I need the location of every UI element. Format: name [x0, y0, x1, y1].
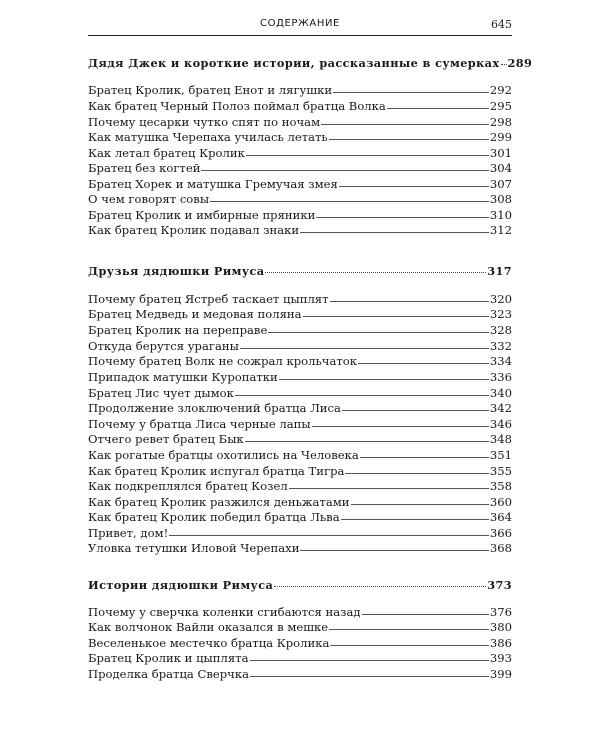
toc-entry [88, 526, 512, 541]
toc-entry [88, 161, 512, 176]
entry-title: Почему у братца Лиса черные лапы [88, 417, 311, 431]
entry-title: Братец без когтей [88, 161, 201, 175]
toc-entry [88, 432, 512, 447]
entry-page: 355 [489, 464, 512, 478]
leader-line [245, 440, 489, 442]
entry-page: 358 [489, 479, 512, 493]
entry-title: Проделка братца Сверчка [88, 667, 250, 681]
section-title: Друзья дядюшки Римуса [88, 264, 265, 278]
entry-page: 328 [489, 323, 512, 337]
entry-page: 360 [489, 495, 512, 509]
leader-line [235, 394, 489, 396]
toc-entry [88, 386, 512, 401]
toc-entry [88, 192, 512, 207]
header-rule [88, 35, 512, 36]
entry-title: Братец Кролик, братец Енот и лягушки [88, 83, 333, 97]
toc-entry [88, 510, 512, 525]
leader-line [289, 487, 489, 489]
entry-title: Братец Кролик и имбирные пряники [88, 208, 316, 222]
entry-page: 364 [489, 510, 512, 524]
leader-line [303, 315, 489, 317]
entry-page: 299 [489, 130, 512, 144]
entry-title: Отчего ревет братец Бык [88, 432, 244, 446]
toc-entry [88, 620, 512, 635]
entry-title: Братец Хорек и матушка Гремучая змея [88, 177, 338, 191]
toc-entry [88, 146, 512, 161]
leader-line [300, 231, 489, 233]
section-page: 373 [487, 578, 512, 592]
leader-line [345, 472, 488, 474]
leader-line [330, 300, 489, 302]
entry-page: 304 [489, 161, 512, 175]
leader-line [210, 200, 489, 202]
leader-line [246, 154, 489, 156]
entry-page: 380 [489, 620, 512, 634]
entry-title: Как матушка Черепаха училась летать [88, 130, 328, 144]
entry-page: 312 [489, 223, 512, 237]
toc-entry [88, 354, 512, 369]
toc-entry [88, 605, 512, 620]
toc-entry [88, 636, 512, 651]
entry-page: 393 [489, 651, 512, 665]
entry-page: 323 [489, 307, 512, 321]
entry-page: 386 [489, 636, 512, 650]
toc-entry [88, 177, 512, 192]
toc-entry [88, 99, 512, 114]
leader-line [201, 169, 488, 171]
entry-title: Как подкреплялся братец Козел [88, 479, 288, 493]
toc-entry [88, 307, 512, 322]
leader-line [316, 216, 489, 218]
section-title: Дядя Джек и короткие истории, рассказанные в сумерках [88, 56, 500, 70]
entry-title: Продолжение злоключений братца Лиса [88, 401, 341, 415]
toc-entry [88, 323, 512, 338]
toc-entry [88, 370, 512, 385]
leader-line [300, 549, 488, 551]
entry-page: 366 [489, 526, 512, 540]
entry-title: Как братец Черный Полоз поймал братца Волка [88, 99, 386, 113]
toc-entry [88, 208, 512, 223]
toc-entry [88, 292, 512, 307]
toc-entry [88, 479, 512, 494]
toc-entry [88, 130, 512, 145]
running-header [88, 18, 512, 34]
leader-line [358, 362, 489, 364]
entry-page: 308 [489, 192, 512, 206]
entry-page: 301 [489, 146, 512, 160]
entry-title: Как летал братец Кролик [88, 146, 245, 160]
entry-title: Братец Кролик и цыплята [88, 651, 249, 665]
entry-title: О чем говорят совы [88, 192, 210, 206]
leader-line [329, 138, 489, 140]
entry-page: 332 [489, 339, 512, 353]
leader-line [279, 378, 489, 380]
entry-page: 346 [489, 417, 512, 431]
leader-line [341, 518, 489, 520]
entry-title: Братец Медведь и медовая поляна [88, 307, 302, 321]
toc-entry [88, 448, 512, 463]
entry-page: 368 [489, 541, 512, 555]
section-page: 317 [487, 264, 512, 278]
toc-entry [88, 541, 512, 556]
entry-title: Привет, дом! [88, 526, 169, 540]
leader-line [240, 347, 489, 349]
toc-entry [88, 83, 512, 98]
toc-entry [88, 464, 512, 479]
section-heading [88, 578, 512, 592]
entry-title: Откуда берутся ураганы [88, 339, 239, 353]
leader-line [329, 628, 489, 630]
section-title: Истории дядюшки Римуса [88, 578, 274, 592]
leader-line [387, 107, 489, 109]
leader-line [360, 456, 489, 458]
entry-page: 334 [489, 354, 512, 368]
entry-title: Припадок матушки Куропатки [88, 370, 278, 384]
page-number: 645 [491, 18, 512, 31]
section-page: 289 [507, 56, 533, 70]
leader-line [351, 503, 489, 505]
entry-title: Как волчонок Вайли оказался в мешке [88, 620, 329, 634]
leader-line [312, 425, 489, 427]
entry-page: 336 [489, 370, 512, 384]
entry-page: 376 [489, 605, 512, 619]
leader-line [250, 659, 489, 661]
leader-line [333, 91, 489, 93]
entry-title: Как братец Кролик испугал братца Тигра [88, 464, 345, 478]
leader-line [169, 534, 489, 536]
entry-title: Как братец Кролик победил братца Льва [88, 510, 340, 524]
entry-title: Почему цесарки чутко спят по ночам [88, 115, 321, 129]
dot-leader [265, 271, 486, 273]
entry-page: 307 [489, 177, 512, 191]
entry-title: Братец Кролик на переправе [88, 323, 268, 337]
entry-page: 342 [489, 401, 512, 415]
leader-line [362, 613, 489, 615]
entry-page: 310 [489, 208, 512, 222]
entry-page: 292 [489, 83, 512, 97]
leader-line [342, 409, 489, 411]
toc-entry [88, 495, 512, 510]
leader-line [330, 644, 488, 646]
dot-leader [274, 585, 486, 587]
section-heading [88, 264, 512, 278]
entry-title: Как братец Кролик разжился деньжатами [88, 495, 350, 509]
leader-line [250, 675, 489, 677]
toc-entry [88, 115, 512, 130]
entry-title: Почему у сверчка коленки сгибаются назад [88, 605, 361, 619]
entry-title: Братец Лис чует дымок [88, 386, 234, 400]
toc-entry [88, 339, 512, 354]
entry-page: 295 [489, 99, 512, 113]
entry-page: 298 [489, 115, 512, 129]
toc-entry [88, 651, 512, 666]
entry-title: Почему братец Ястреб таскает цыплят [88, 292, 329, 306]
entry-title: Уловка тетушки Иловой Черепахи [88, 541, 300, 555]
toc-entry [88, 223, 512, 238]
entry-title: Как братец Кролик подавал знаки [88, 223, 300, 237]
entry-page: 340 [489, 386, 512, 400]
leader-line [268, 331, 489, 333]
entry-page: 399 [489, 667, 512, 681]
leader-line [339, 185, 489, 187]
section-heading [88, 56, 533, 70]
entry-page: 348 [489, 432, 512, 446]
running-header-title: СОДЕРЖАНИЕ [260, 18, 340, 29]
toc-entry [88, 417, 512, 432]
leader-line [321, 123, 489, 125]
dot-leader [501, 63, 507, 65]
entry-page: 351 [489, 448, 512, 462]
toc-entry [88, 667, 512, 682]
entry-title: Почему братец Волк не сожрал крольчаток [88, 354, 358, 368]
entry-page: 320 [489, 292, 512, 306]
toc-entry [88, 401, 512, 416]
entry-title: Веселенькое местечко братца Кролика [88, 636, 330, 650]
entry-title: Как рогатые братцы охотились на Человека [88, 448, 359, 462]
